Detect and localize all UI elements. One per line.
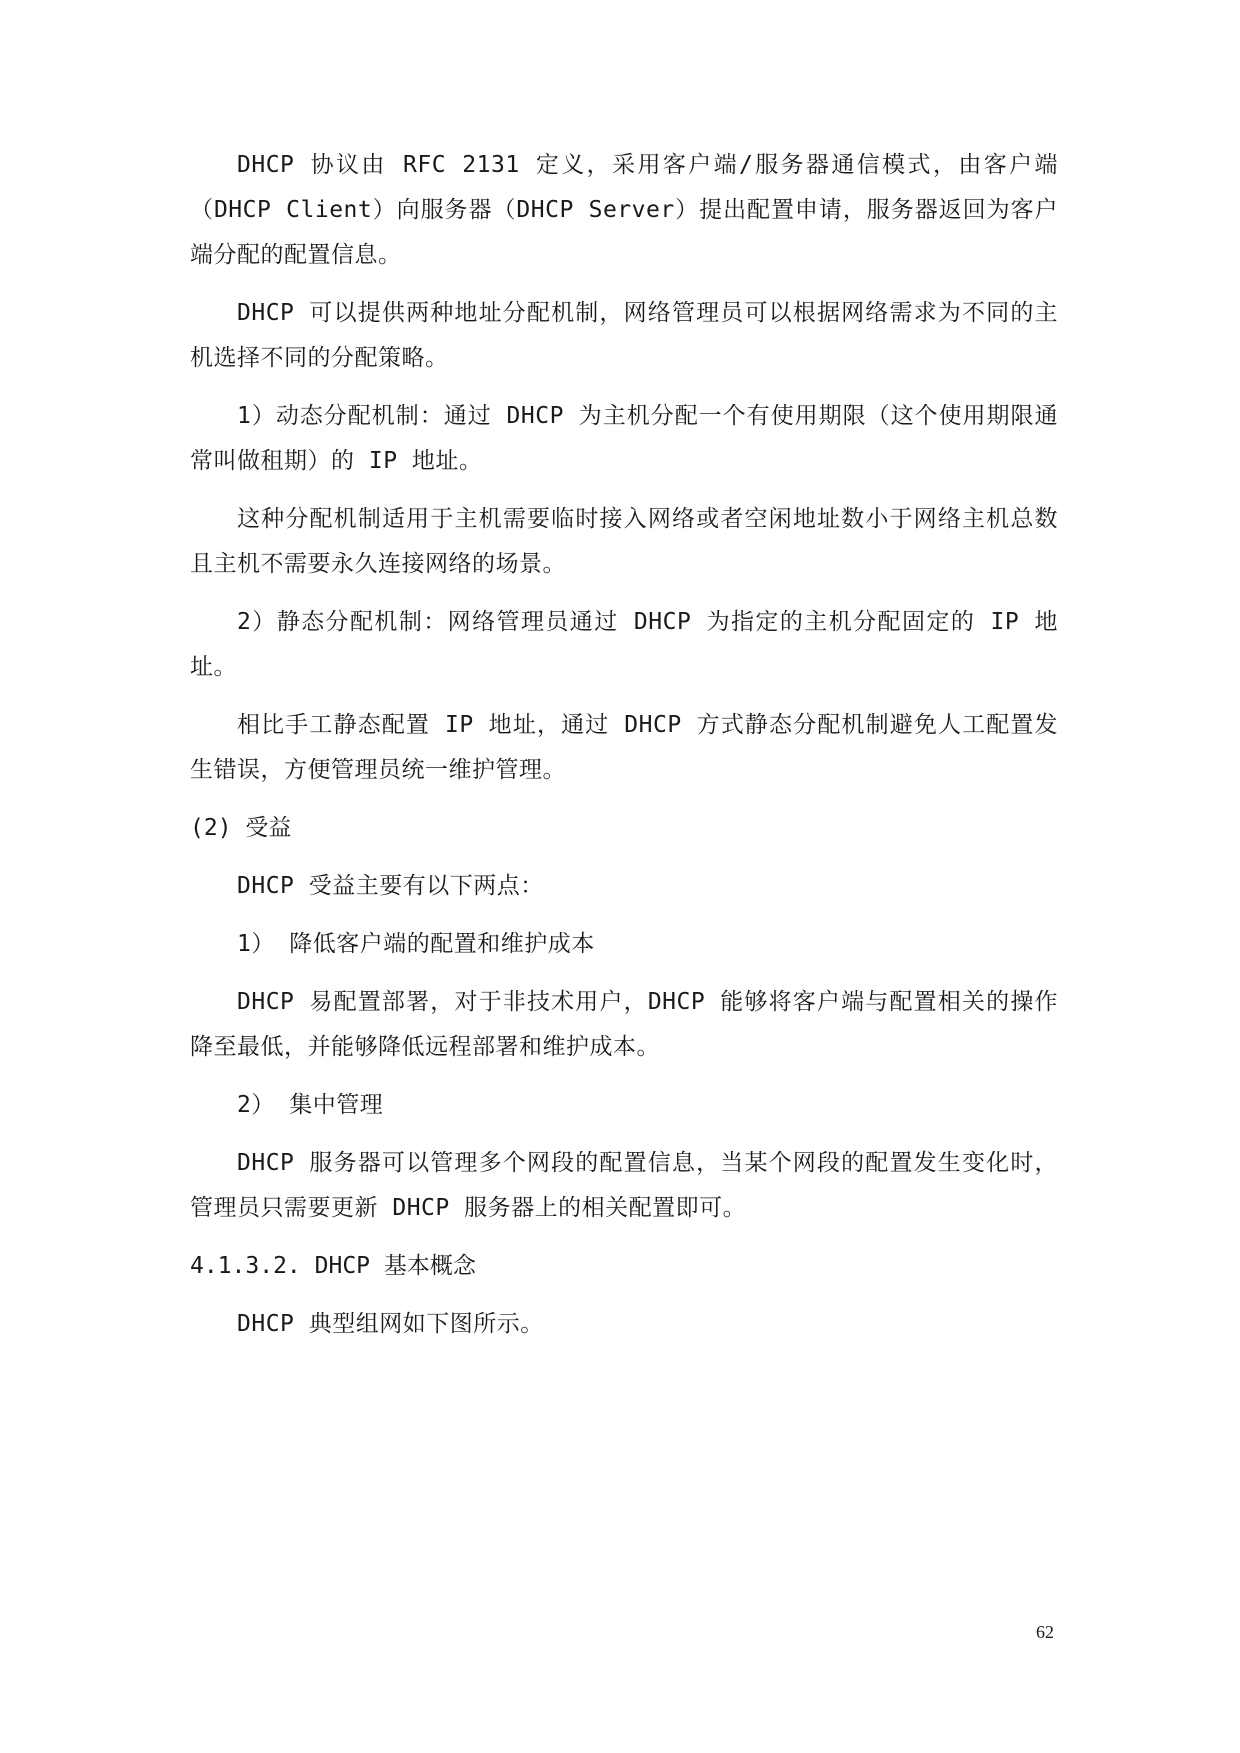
paragraph-benefits-intro: DHCP 受益主要有以下两点：: [237, 873, 544, 899]
paragraph-allocation-mechanisms: DHCP 可以提供两种地址分配机制，网络管理员可以根据网络需求为不同的主机选择不同的分配策略。: [190, 300, 1058, 371]
paragraph-static-allocation: 2）静态分配机制：网络管理员通过 DHCP 为指定的主机分配固定的 IP 地址。: [190, 609, 1058, 680]
list-item-central-management: 2） 集中管理: [237, 1092, 384, 1118]
body-text: [190, 143, 1058, 1360]
paragraph-static-benefit: 相比手工静态配置 IP 地址，通过 DHCP 方式静态分配机制避免人工配置发生错误，方便管理员统一维护管理。: [190, 712, 1058, 783]
paragraph-typical-network: DHCP 典型组网如下图所示。: [237, 1311, 544, 1337]
paragraph-dhcp-protocol: DHCP 协议由 RFC 2131 定义，采用客户端/服务器通信模式，由客户端（DHCP Client）向服务器（DHCP Server）提出配置申请，服务器返回为客户端分配的配置信息。: [190, 152, 1058, 268]
section-heading-basic-concepts: 4.1.3.2. DHCP 基本概念: [190, 1253, 476, 1279]
section-heading-benefits: (2) 受益: [190, 815, 292, 841]
paragraph-easy-deploy: DHCP 易配置部署，对于非技术用户，DHCP 能够将客户端与配置相关的操作降至最低，并能够降低远程部署和维护成本。: [190, 989, 1058, 1060]
paragraph-central-management: DHCP 服务器可以管理多个网段的配置信息，当某个网段的配置发生变化时，管理员只需要更新 DHCP 服务器上的相关配置即可。: [190, 1150, 1058, 1221]
list-item-reduce-cost: 1） 降低客户端的配置和维护成本: [237, 931, 595, 957]
page-number: 62: [1036, 1622, 1054, 1642]
paragraph-dynamic-allocation: 1）动态分配机制：通过 DHCP 为主机分配一个有使用期限（这个使用期限通常叫做租期）的 IP 地址。: [190, 403, 1058, 474]
paragraph-dynamic-use-case: 这种分配机制适用于主机需要临时接入网络或者空闲地址数小于网络主机总数且主机不需要永久连接网络的场景。: [190, 506, 1058, 577]
